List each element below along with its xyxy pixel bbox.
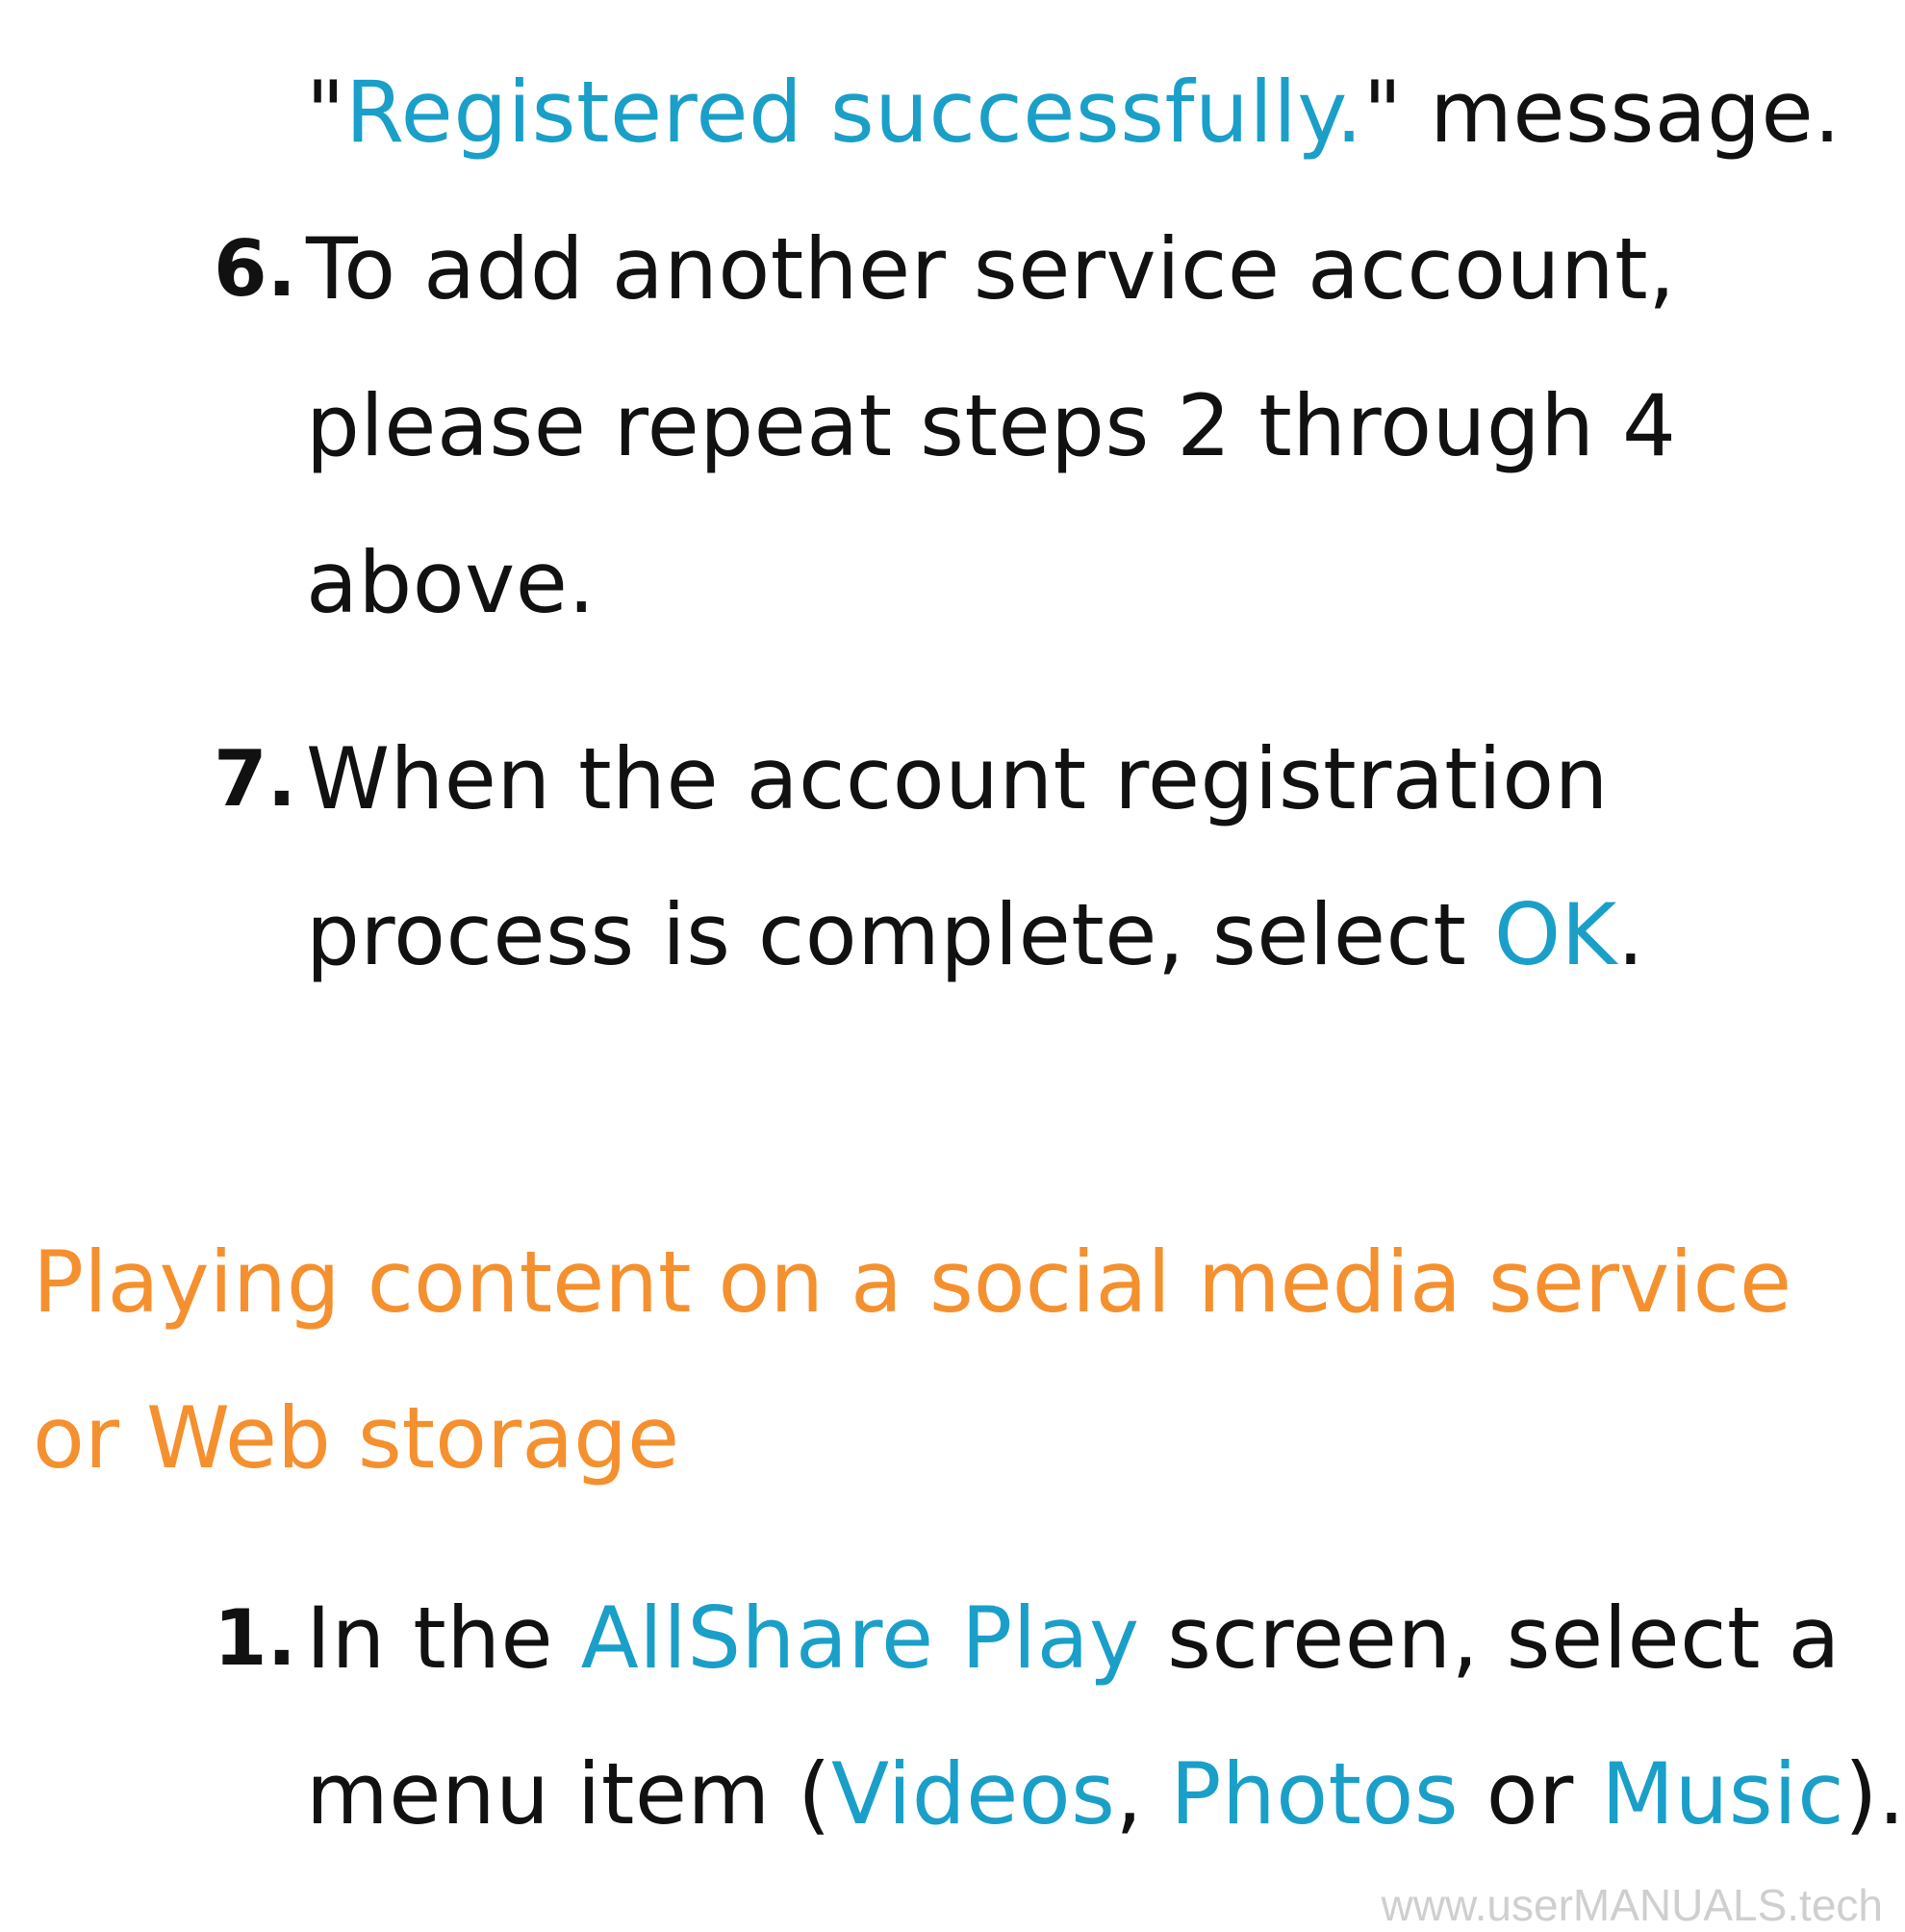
step-6-line-3: above.: [306, 533, 596, 632]
step-1-number: 1.: [214, 1593, 297, 1683]
watermark: www.userMANUALS.tech: [1381, 1880, 1883, 1930]
step-1-line-1: [306, 1590, 1841, 1687]
step-1-line-1-prefix: In the: [306, 1589, 581, 1688]
step-7-line-2-prefix: process is complete, select: [306, 885, 1494, 984]
message-suffix: " message.: [1362, 63, 1842, 162]
photos-text: Photos: [1170, 1744, 1460, 1843]
section-heading-line-1: Playing content on a social media service: [33, 1233, 1792, 1332]
section-heading-line-2: or Web storage: [33, 1388, 680, 1487]
step-6-number: 6.: [214, 224, 297, 314]
music-text: Music: [1601, 1744, 1845, 1843]
separator-comma: ,: [1115, 1744, 1171, 1843]
separator-or: or: [1459, 1744, 1602, 1843]
ok-text: OK: [1493, 885, 1617, 984]
videos-text: Videos: [831, 1744, 1116, 1843]
message-line: [306, 64, 1842, 161]
registered-successfully-text: Registered successfully.: [344, 63, 1363, 162]
step-7-line-2: [306, 887, 1644, 983]
step-1-line-2-suffix: ).: [1844, 1744, 1905, 1843]
allshare-play-text: AllShare Play: [580, 1589, 1140, 1688]
step-1-line-1-suffix: screen, select a: [1139, 1589, 1841, 1688]
step-1-line-2-prefix: menu item (: [306, 1744, 832, 1843]
step-6-line-1: To add another service account,: [306, 219, 1676, 318]
step-7-line-2-suffix: .: [1616, 885, 1645, 984]
step-7-number: 7.: [214, 734, 297, 824]
quote-open: ": [306, 63, 345, 162]
step-1-line-2: [306, 1746, 1905, 1843]
step-7-line-1: When the account registration: [306, 729, 1609, 828]
step-6-line-2: please repeat steps 2 through 4: [306, 376, 1677, 475]
